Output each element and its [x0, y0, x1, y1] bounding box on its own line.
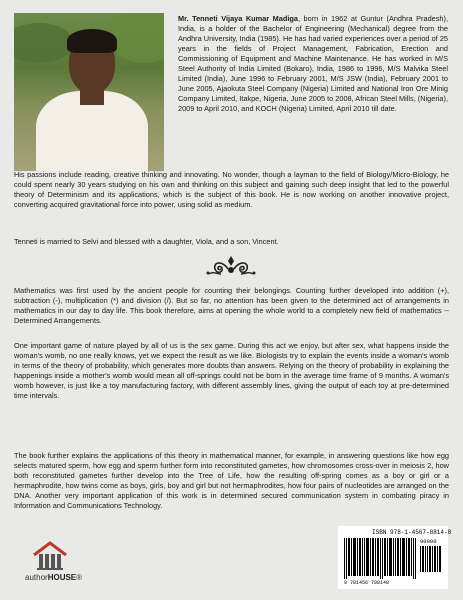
price-code: 90000	[420, 538, 437, 545]
passions-paragraph: His passions include reading, creative thinking and innovating. No wonder, though a layman to the field of Biology/Micro-Biology, he could spent nearly 30 years studying on his own and thinking on this subject and gaining such deep insight that led to the powerful theory of Determinism and its applications, which is the subject of this book. He is now working on another innovative project, converting acquired gravitational force into power, using solid as medium.	[14, 170, 449, 210]
barcode-digits: 9 781456 788148	[344, 580, 390, 586]
isbn-text: ISBN 978-1-4567-8814-8	[372, 529, 452, 536]
nature-game-paragraph: One important game of nature played by all of us is the sex game. During this act we enjoy, but after sex, what happens inside the woman's womb, no one really knows, yet we expect the result as we like. Biologists try to explain the events inside a woman's womb in terms of the theory of probability, which generates more doubts than answers. Relying on the theory of probability in explaining the happenings inside a mother's womb would mean all off-springs could not be born in the average time frame of 9 months. A woman's womb however, is just like a toy manufacturing factory, with different assembly lines, giving the output of each toy at pre-determined time intervals.	[14, 341, 449, 401]
family-paragraph: Tenneti is married to Selvi and blessed with a daughter, Viola, and a son, Vincent.	[14, 237, 279, 246]
isbn-barcode	[338, 526, 452, 589]
price-barcode-icon	[420, 546, 442, 572]
author-name: Mr. Tenneti Vijaya Kumar Madiga	[178, 14, 298, 23]
ornament-divider-icon	[205, 254, 257, 278]
author-bio-text: , born in 1962 at Guntur (Andhra Pradesh), India, is a holder of the Bachelor of Engineering (Mechanical) degree from the Andhra University, India (1985). He has had varied experiences over a period of 25 years in the fields of Project Management, Fabrication, Erection and Commissioning of Equipment and Machine Maintenance. He has worked in M/S Steel Authority of India Limited (Bokaro), India, 1986 to 1996, M/S Malvika Steel Limited (India), June 1996 to February 2001, M/S JSW (India), February 2001 to June 2005, Ajaokuta Steel Company (Nigeria) Limited and National Iron Ore Minig Company Limited, Itakpe, Nigeria, June 2005 to 2008, African Steel Mills, (Nigeria), 2009 to April 2010, and KOCH (Nigeria) Limited, April 2010 till date.	[178, 14, 448, 114]
mathematics-paragraph: Mathematics was first used by the ancient people for counting their belongings. Counting further developed into addition (+), subtraction (-), multiplication (*) and division (/). But so far, no attention has been given to the determined act of arrangements in mathematics in our day to day life. This book therefore, aims at opening the whole world to a completely new field of mathematics --Determined Arrangements.	[14, 286, 449, 326]
house-logo-icon	[32, 541, 68, 571]
book-applications-paragraph: The book further explains the applications of this theory in mathematical manner, for example, in answering questions like how egg selects matured sperm, how egg and sperm further form into reconstituted gametes, how chromosomes cross-over in meiosis 2, how both reconstituted gametes further develop into the Tree of Life, how the resulting off-spring comes as a boy or girl or a hermaphrodite, how twins come as boys, girls, boy and girl but not hermaphrodites, how four pairs of nucleotides are arranged on the DNA. Another very important application of this work is in determined secured communication system in combating piracy in Information and Communications Technology.	[14, 451, 449, 511]
author-photo	[14, 13, 164, 171]
author-bio	[178, 14, 448, 114]
publisher-name: authorHOUSE®	[25, 573, 83, 582]
publisher-logo	[25, 541, 85, 585]
barcode-icon	[344, 538, 418, 579]
